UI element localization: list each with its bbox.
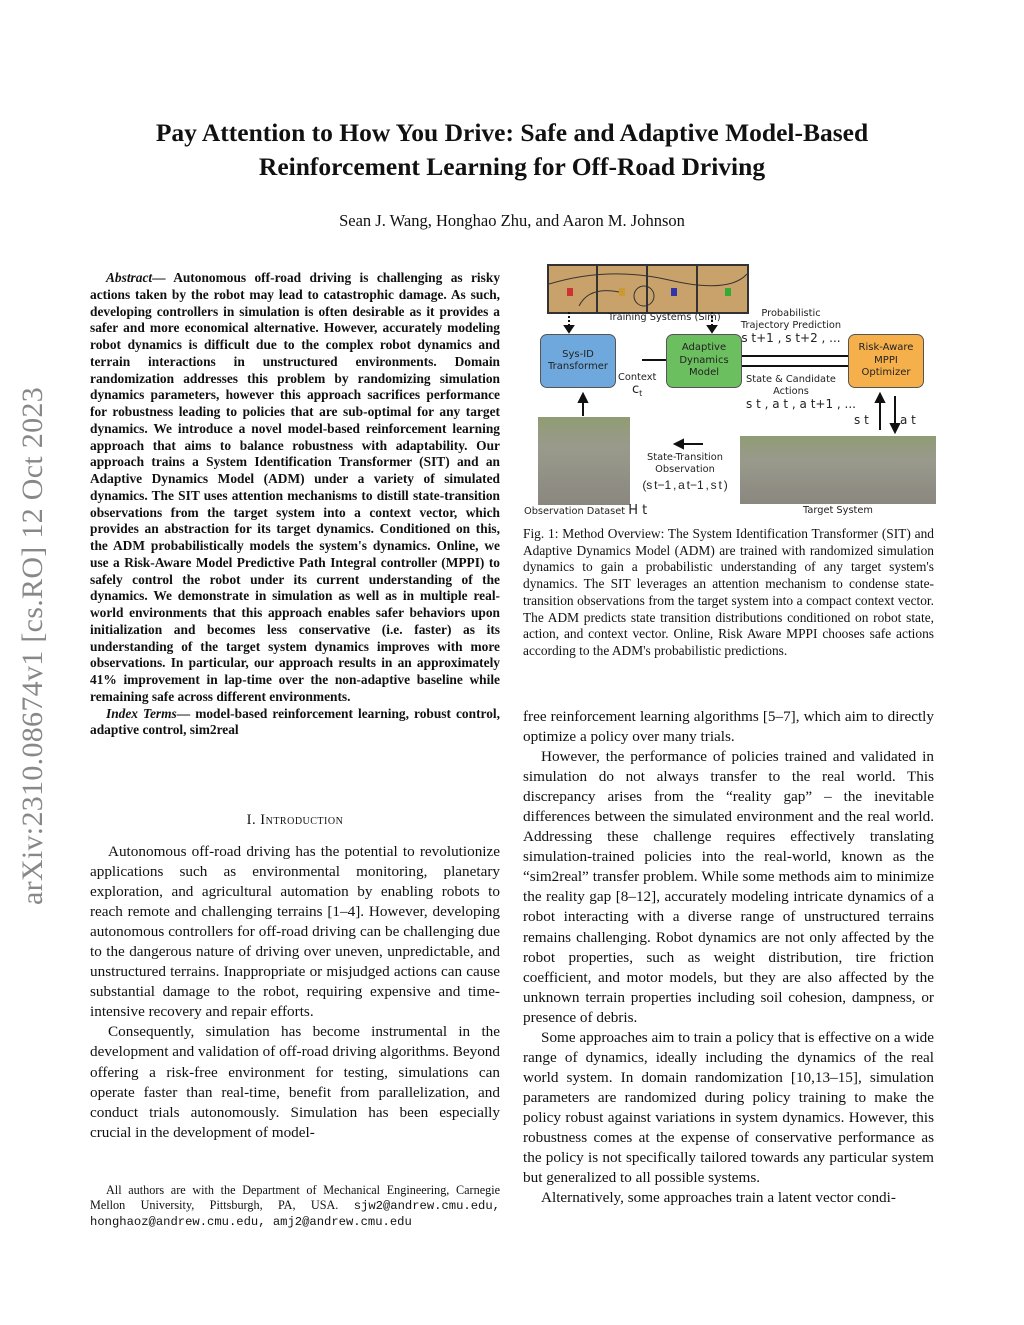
adaptive-dynamics-model-block: Adaptive Dynamics Model xyxy=(666,334,742,388)
probabilistic-trajectory-label: Probabilistic Trajectory Prediction s t+1 , s t+2 , ... xyxy=(740,308,842,345)
index-terms-label: Index Terms xyxy=(106,705,177,721)
author-emails: sjw2@andrew.cmu.edu, honghaoz@andrew.cmu.edu, amj2@andrew.cmu.edu xyxy=(90,1199,500,1229)
observation-dataset-photos xyxy=(538,417,630,505)
paragraph: Autonomous off-road driving has the potential to revolutionize applications such as environmental monitoring, planetary exploration, and agricultural automation by enabling robots to reach remote and challenging terrains [1–4]. However, developing autonomous controllers for off-road driving can be challenging due to the dangerous nature of driving over uneven, unpredictable, and unstructured terrains. Inappropriate or misjudged actions can cause substantial damage to the robot, requiring expensive and time-intensive recovery and repair efforts. xyxy=(90,843,500,1021)
abstract-label: Abstract xyxy=(106,270,153,285)
observation-dataset-label: Observation Dataset H t xyxy=(524,503,648,518)
state-candidate-label: State & Candidate Actions s t , a t , a t+1 , ... xyxy=(746,374,856,411)
paragraph: However, the performance of policies trained and validated in simulation do not always transfer to the real world. This discrepancy arises from the “reality gap” – the inevitable differences between the simulated environment and the real world. Addressing these challenge requires effectively translating simulation-trained policies into the real-world, known as the “sim2real” transfer problem. While some methods aim to minimize the reality gap [8–12], accurately modeling intricate dynamics of a robot interacting with a diverse range of unstructured terrains remains challenging. Robot dynamics are not only affected by the robot properties, such as weight distribution, tire friction coefficient, and motor models, but they are also affected by the unknown terrain properties including soil cohesion, dampness, or presence of debris. xyxy=(523,748,934,1026)
state-transition-label: State-Transition Observation (s t−1 , a t−1 , s t ) xyxy=(632,452,738,491)
action-label: a t xyxy=(900,413,916,427)
target-system-label: Target System xyxy=(803,505,873,516)
right-column-body xyxy=(523,707,934,1208)
sys-id-transformer-block: Sys-ID Transformer xyxy=(540,334,616,388)
paper-title xyxy=(60,116,964,184)
abstract: Abstract— Autonomous off-road driving is challenging as risky actions taken by the robot may lead to catastrophic damage. As such, developing controllers in simulation is often desirable as it provides a safer and more economical alternative. However, accurately modeling robot dynamics is difficult due to the complex robot dynamics and terrain interactions in unstructured environments. Domain randomization addresses this problem by randomizing simulation dynamics parameters, however this approach sacrifices performance for robustness leading to policies that are sub-optimal for any target dynamics. We introduce a novel model-based reinforcement learning approach that aims to balance robustness with adaptability. Our approach trains a System Identification Transformer (SIT) and an Adaptive Dynamics Model (ADM) under a variety of simulated dynamics. The SIT uses attention mechanisms to distill state-transition observations from the target system into a context vector, which provides an abstraction for its target dynamics. Conditioned on this, the ADM probabilistically models the system's dynamics. Online, we use a Risk-Aware Model Predictive Path Integral controller (MPPI) to safely control the robot under its current understanding of the dynamics. We demonstrate in simulation as well as in multiple real-world environments that this approach enables safer behaviors upon initialization and becomes less conservative (i.e. faster) as its understanding of the target system dynamics improves with more observations. In particular, our approach results in an approximately 41% improvement in lap-time over the non-adaptive baseline while remaining safe across different environments. Index Terms— model-based reinforcement learning, robust control, adaptive control, sim2real xyxy=(90,270,501,738)
footnote: All authors are with the Department of Mechanical Engineering, Carnegie Mellon University, Pittsburgh, PA, USA. sjw2@andrew.cmu.edu, honghaoz@andrew.cmu.edu, amj2@andrew.cmu.edu xyxy=(90,1183,500,1229)
title-line: Pay Attention to How You Drive: Safe and Adaptive Model-Based xyxy=(155,118,869,147)
training-systems-label: Training Systems (Sim) xyxy=(608,312,721,323)
paragraph: free reinforcement learning algorithms [5–7], which aim to directly optimize a policy over many trials. xyxy=(523,708,934,746)
method-overview-figure xyxy=(524,262,938,520)
paragraph: Alternatively, some approaches train a latent vector condi- xyxy=(541,1189,896,1207)
index-terms-text: model-based reinforcement learning, robust control, adaptive control, sim2real xyxy=(90,705,500,738)
abstract-text: Autonomous off-road driving is challenging as risky actions taken by the robot may lead to catastrophic damage. As such, developing controllers in simulation is often desirable as it provides a safer and more economical alternative. However, accurately modeling robot dynamics is difficult due to the complex robot dynamics and terrain interactions in unstructured environments. Domain randomization addresses this problem by randomizing simulation dynamics parameters, however this approach sacrifices performance for robustness leading to policies that are sub-optimal for any target dynamics. We introduce a novel model-based reinforcement learning approach that aims to balance robustness with adaptability. Our approach trains a System Identification Transformer (SIT) and an Adaptive Dynamics Model (ADM) under a variety of simulated dynamics. The SIT uses attention mechanisms to distill state-transition observations from the target system into a context vector, which provides an abstraction for its target dynamics. Conditioned on this, the ADM probabilistically models the system's dynamics. Online, we use a Risk-Aware Model Predictive Path Integral controller (MPPI) to safely control the robot under its current understanding of the dynamics. We demonstrate in simulation as well as in multiple real-world environments that this approach enables safer behaviors upon initialization and becomes less conservative (i.e. faster) as its understanding of the target system dynamics improves with more observations. In particular, our approach results in an approximately 41% improvement in lap-time over the non-adaptive baseline while remaining safe across different environments. xyxy=(90,270,501,704)
arxiv-stamp: arXiv:2310.08674v1 [cs.RO] 12 Oct 2023 xyxy=(16,386,49,905)
title-line: Reinforcement Learning for Off-Road Driving xyxy=(258,152,766,181)
paragraph: Consequently, simulation has become instrumental in the development and validation of off-road driving algorithms. Beyond offering a risk-free environment for testing, simulations can operate faster than real-time, benefit from parallelization, and conduct trials autonomously. Simulation has been especially crucial in the development of model- xyxy=(90,1023,500,1141)
state-label: s t xyxy=(854,413,869,427)
risk-aware-mppi-block: Risk-Aware MPPI Optimizer xyxy=(848,334,924,388)
intro-body xyxy=(90,842,500,1143)
state-transition-tuple: (s t−1 , a t−1 , s t ) xyxy=(642,478,728,492)
context-label: Context $c_t$ xyxy=(618,372,657,398)
section-heading: I. Introduction xyxy=(246,812,344,828)
target-system-photo xyxy=(740,436,936,504)
paragraph: Some approaches aim to train a policy that is effective on a wide range of dynamics, ideally including the dynamics of the real world system. In domain randomization [10,13–15], simulation parameters are randomized during policy training to make the policy robust against variations in system dynamics. However, this robustness comes at the expense of conservative performance as the policy is not specifically tailored towards any particular system but generalized to all possible systems. xyxy=(523,1028,934,1187)
authors: Sean J. Wang, Honghao Zhu, and Aaron M. Johnson xyxy=(339,211,685,230)
figure-caption: Fig. 1: Method Overview: The System Identification Transformer (SIT) and Adaptive Dynamics Model (ADM) are trained with randomized simulation dynamics to gain a probabilistic understanding of any target system's dynamics. The SIT leverages an attention mechanism to condense state-transition observations from the target system into a compact context vector. The ADM predicts state transition distributions conditioned on robot state, action, and context vector. Online, Risk Aware MPPI chooses safe actions according to the ADM's probabilistic predictions. xyxy=(523,526,934,658)
